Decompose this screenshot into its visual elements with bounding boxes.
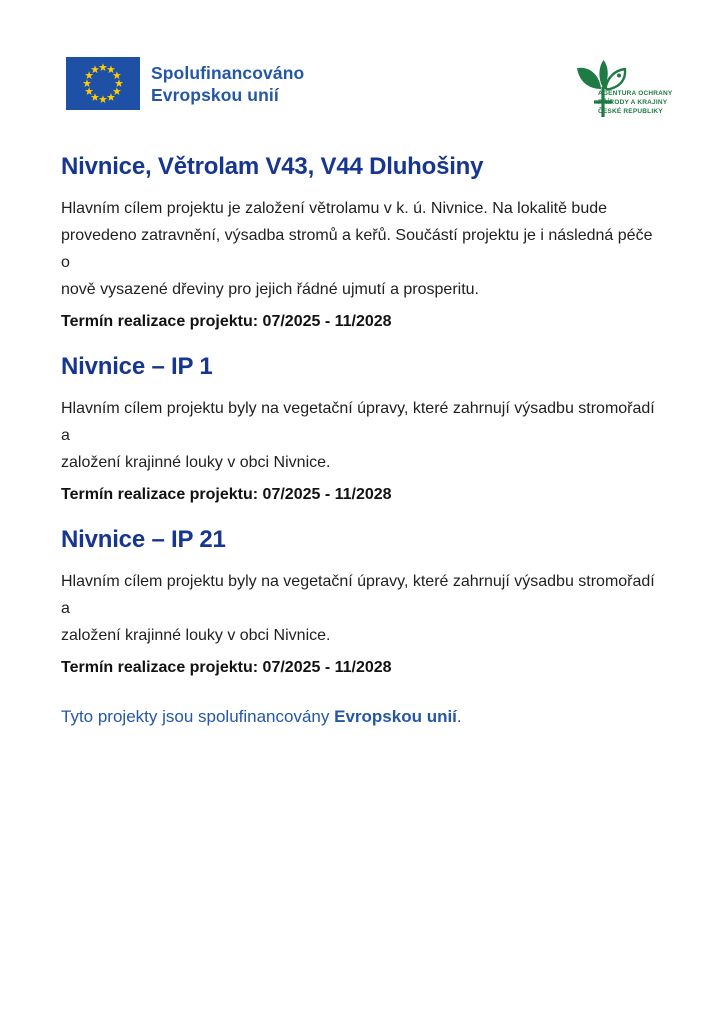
section-ip21: [61, 526, 663, 679]
body-line: Hlavním cílem projektu je založení větrolamu v k. ú. Nivnice. Na lokalitě bude: [61, 200, 608, 217]
aopk-text-line3: ČESKÉ REPUBLIKY: [598, 108, 663, 115]
cofinancing-note-prefix: Tyto projekty jsou spolufinancovány: [61, 707, 335, 726]
body-line: provedeno zatravnění, výsadba stromů a keřů. Součástí projektu je i následná péče o: [61, 227, 653, 271]
eu-logo-text: [151, 62, 304, 106]
section-title: Nivnice, Větrolam V43, V44 Dluhošiny: [61, 153, 484, 180]
project-term: Termín realizace projektu: 07/2025 - 11/2028: [61, 659, 392, 676]
eu-logo-text-line1: Spolufinancováno: [151, 63, 305, 83]
aopk-logo-text: [598, 89, 672, 116]
section-title: Nivnice – IP 21: [61, 526, 226, 553]
section-ip1: [61, 353, 663, 506]
body-line: Hlavním cílem projektu byly na vegetační úpravy, které zahrnují výsadbu stromořadí a: [61, 400, 655, 444]
aopk-logo: [575, 57, 681, 123]
cofinancing-note-bold: Evropskou unií: [334, 707, 457, 726]
aopk-text-line2: PŘÍRODY A KRAJINY: [598, 99, 668, 106]
section-title: Nivnice – IP 1: [61, 353, 213, 380]
project-term: Termín realizace projektu: 07/2025 - 11/2028: [61, 486, 392, 503]
eu-cofunded-logo: [66, 57, 304, 110]
body-line: založení krajinné louky v obci Nivnice.: [61, 627, 331, 644]
section-vetrolam: [61, 153, 663, 333]
header: [61, 57, 673, 121]
section-body: [61, 395, 663, 476]
cofinancing-note: [61, 705, 663, 729]
section-body: [61, 568, 663, 649]
cofinancing-note-suffix: .: [456, 707, 462, 726]
body-line: nově vysazené dřeviny pro jejich řádné ujmutí a prosperitu.: [61, 281, 479, 298]
body-line: založení krajinné louky v obci Nivnice.: [61, 454, 331, 471]
aopk-text-line1: AGENTURA OCHRANY: [598, 90, 673, 97]
project-term: Termín realizace projektu: 07/2025 - 11/2028: [61, 313, 392, 330]
body-line: Hlavním cílem projektu byly na vegetační úpravy, které zahrnují výsadbu stromořadí a: [61, 573, 655, 617]
section-body: [61, 195, 663, 303]
eu-flag-icon: [66, 57, 140, 110]
eu-logo-text-line2: Evropskou unií: [151, 85, 279, 105]
